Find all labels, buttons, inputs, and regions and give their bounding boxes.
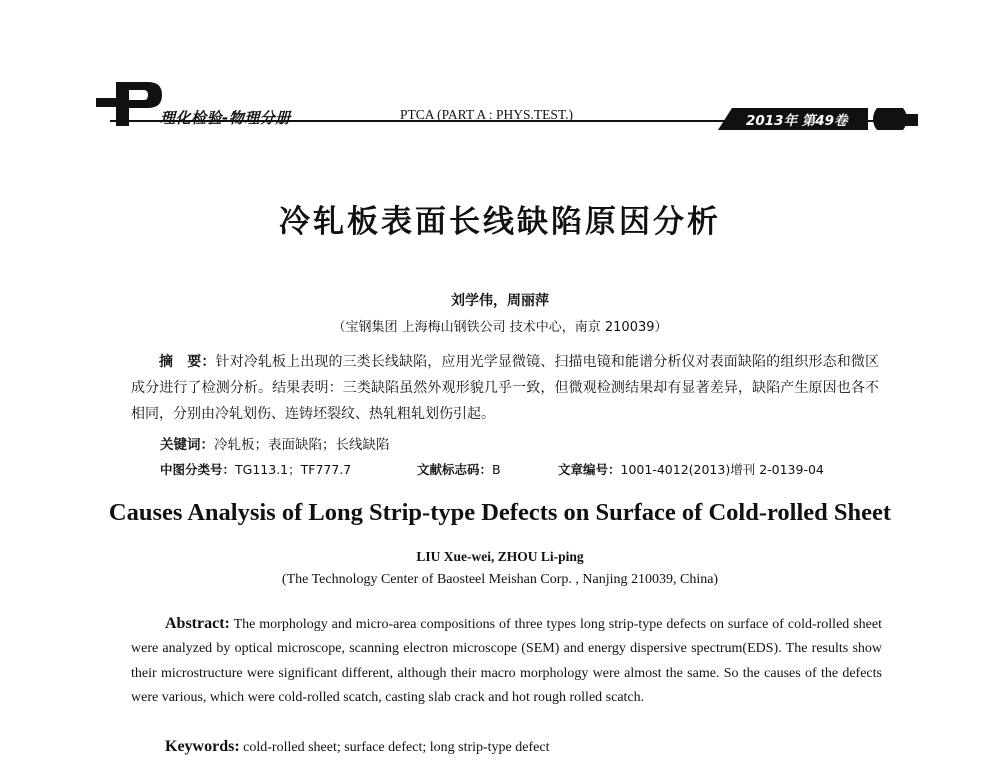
keywords-en-label: Keywords: [165, 738, 240, 755]
clc-number [160, 460, 351, 478]
article-number-label: 文章编号： [558, 462, 621, 477]
authors-en: LIU Xue-wei, ZHOU Li-ping [416, 549, 584, 564]
clc-value: TG113.1；TF777.7 [235, 462, 352, 477]
abstract-cn-label: 摘 要： [159, 354, 216, 370]
article-number-value: 1001-4012(2013)增刊 2-0139-04 [620, 462, 824, 477]
journal-name-en: PTCA (PART A : PHYS.TEST.) [400, 107, 573, 122]
keywords-cn [160, 433, 390, 453]
year-volume-text: 2013年 第49卷 [746, 113, 848, 129]
authors-cn: 刘学伟，周丽萍 [451, 293, 549, 309]
keywords-en [165, 738, 549, 756]
doc-code-label: 文献标志码： [417, 462, 493, 477]
abstract-cn-text: 针对冷轧板上出现的三类长线缺陷，应用光学显微镜、扫描电镜和能谱分析仪对表面缺陷的组织形态和微区成分进行了检测分析。结果表明：三类缺陷虽然外观形貌几乎一致，但微观检测结果却有显著差异，缺陷产生原因也各不相同，分别由冷轧划伤、连铸坯裂纹、热轧粗轧划伤引起。 [131, 354, 880, 422]
affiliation-cn: （宝钢集团 上海梅山钢铁公司 技术中心，南京 210039） [332, 320, 668, 335]
paper-title-cn: 冷轧板表面长线缺陷原因分析 [279, 204, 721, 240]
doc-code-value: B [492, 462, 501, 477]
article-number [558, 460, 824, 478]
paper-title-en: Causes Analysis of Long Strip-type Defects on Surface of Cold-rolled Sheet [108, 499, 892, 526]
abstract-en-text: The morphology and micro-area compositions of three types long strip-type defects on surface of cold-rolled sheet were analyzed by optical microscope, scanning electron microscope (SEM) and energy dispersive spectrum(EDS). The results show their microstructure were significant different, although their macro morphology were almost the same. So the causes of the defects were various, which were cold-rolled scatch, casting slab crack and hot rough rolled scatch. [131, 617, 882, 706]
affiliation-en: (The Technology Center of Baosteel Meishan Corp. , Nanjing 210039, China) [281, 572, 719, 587]
abstract-cn [131, 349, 879, 427]
clc-label: 中图分类号： [160, 462, 236, 477]
journal-name-cn: 理化检验-物理分册 [160, 109, 291, 127]
keywords-cn-text: 冷轧板；表面缺陷；长线缺陷 [214, 437, 390, 453]
keywords-en-text: cold-rolled sheet; surface defect; long strip-type defect [243, 740, 550, 755]
doc-code [417, 460, 501, 478]
abstract-en [131, 612, 882, 711]
abstract-en-label: Abstract: [165, 615, 230, 632]
keywords-cn-label: 关键词： [160, 437, 214, 453]
